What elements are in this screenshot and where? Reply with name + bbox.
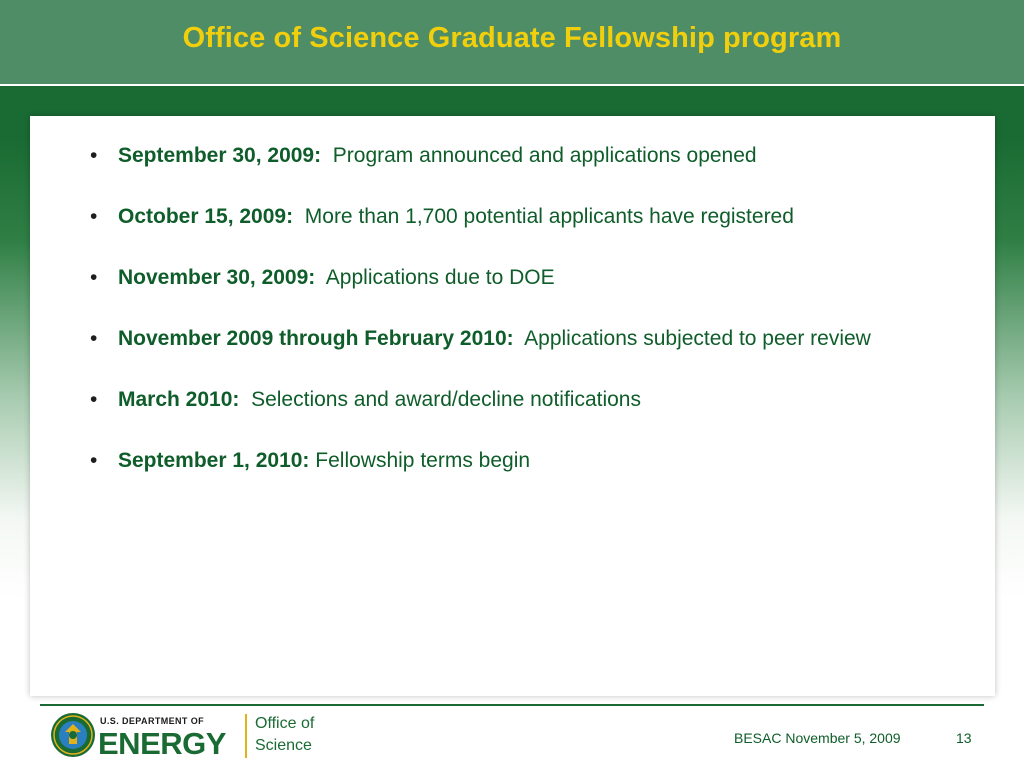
timeline-description: More than 1,700 potential applicants have registered bbox=[304, 205, 794, 228]
timeline-item bbox=[88, 201, 968, 232]
footer-event-label: BESAC November 5, 2009 bbox=[734, 730, 901, 746]
bullet-icon: • bbox=[90, 144, 98, 167]
office-label-line2: Science bbox=[255, 737, 312, 754]
bullet-icon: • bbox=[90, 327, 98, 350]
timeline-date: September 1, 2010: bbox=[118, 449, 310, 472]
timeline-description: Applications subjected to peer review bbox=[524, 327, 871, 350]
slide-title: Office of Science Graduate Fellowship program bbox=[182, 22, 842, 54]
logo-divider bbox=[245, 714, 247, 758]
office-label-line1: Office of bbox=[255, 715, 315, 732]
timeline-list bbox=[88, 140, 968, 506]
agency-name: ENERGY bbox=[98, 726, 226, 761]
bullet-icon: • bbox=[90, 205, 98, 228]
footer-divider bbox=[40, 704, 984, 706]
bullet-icon: • bbox=[90, 388, 98, 411]
timeline-item bbox=[88, 384, 968, 415]
bullet-icon: • bbox=[90, 266, 98, 289]
timeline-item bbox=[88, 445, 968, 476]
timeline-description: Applications due to DOE bbox=[325, 266, 555, 289]
timeline-item bbox=[88, 323, 968, 354]
header-divider bbox=[0, 84, 1024, 86]
timeline-item bbox=[88, 140, 968, 171]
timeline-date: November 2009 through February 2010: bbox=[118, 327, 514, 350]
timeline-date: October 15, 2009: bbox=[118, 205, 294, 228]
timeline-date: September 30, 2009: bbox=[118, 144, 322, 167]
timeline-item bbox=[88, 262, 968, 293]
department-label: U.S. DEPARTMENT OF bbox=[100, 716, 205, 726]
timeline-date: November 30, 2009: bbox=[118, 266, 316, 289]
timeline-description: Fellowship terms begin bbox=[315, 449, 531, 472]
page-number: 13 bbox=[956, 730, 972, 746]
doe-seal-icon bbox=[50, 712, 96, 758]
timeline-date: March 2010: bbox=[118, 388, 240, 411]
timeline-description: Selections and award/decline notifications bbox=[251, 388, 641, 411]
timeline-description: Program announced and applications opened bbox=[332, 144, 757, 167]
bullet-icon: • bbox=[90, 449, 98, 472]
doe-logo bbox=[50, 712, 340, 762]
